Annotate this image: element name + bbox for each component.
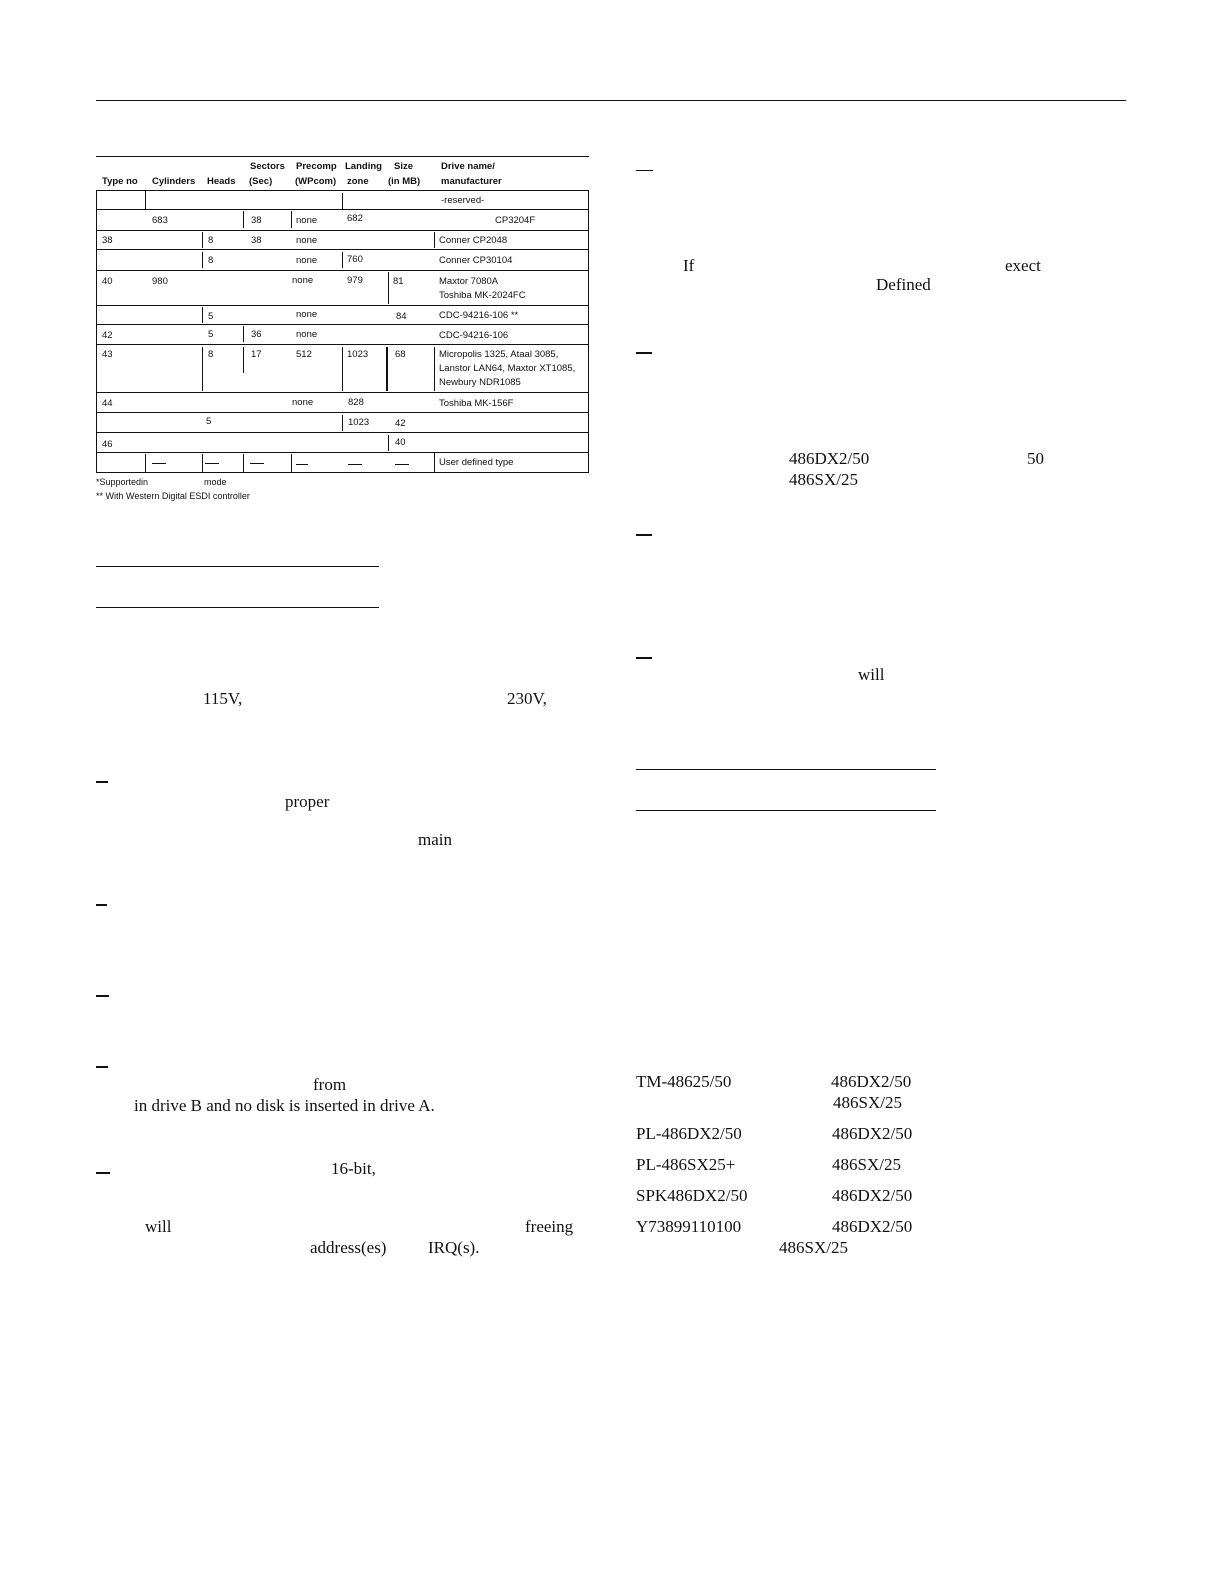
table-row-9-size: 42: [395, 418, 406, 429]
word-if: If: [683, 256, 695, 275]
table-row-8-landing: 828: [348, 397, 364, 408]
table-row-4-size: 81: [393, 276, 404, 287]
table-row-6-sec: 36: [251, 329, 262, 340]
table-footnote-2: ** With Western Digital ESDI controller: [96, 491, 250, 501]
left-section-rule-2: [96, 607, 379, 608]
page-top-rule: [96, 100, 1126, 101]
model-cpu: 486DX2/50: [832, 1217, 913, 1236]
left-section-rule-1: [96, 566, 379, 567]
left-bullet-2: [96, 904, 107, 906]
header-drive-name: Drive name/: [441, 161, 495, 172]
table-row-6-drive: CDC-94216-106: [439, 330, 509, 341]
right-section-rule-1: [636, 769, 936, 770]
table-row-8-type: 44: [102, 398, 113, 409]
right-bullet-2: [636, 352, 652, 354]
voltage-230v: 230V,: [507, 689, 547, 708]
table-row-7-sec: 17: [251, 349, 262, 360]
model-cpu: 486DX2/50: [832, 1186, 913, 1205]
word-16bit: 16-bit,: [331, 1159, 376, 1178]
word-irq: IRQ(s).: [428, 1238, 480, 1257]
table-row-11-drive: User defined type: [439, 457, 514, 468]
table-row-7-drive-1: Micropolis 1325, Ataal 3085,: [439, 349, 559, 360]
table-row-1-cyl: 683: [152, 215, 168, 226]
table-row-10-size: 40: [395, 437, 406, 448]
word-exect: exect: [1005, 256, 1041, 275]
table-row-9-heads: 5: [206, 416, 212, 427]
model-name: PL-486DX2/50: [636, 1124, 742, 1143]
word-from: from: [313, 1075, 347, 1094]
word-will-right: will: [858, 665, 885, 684]
word-address: address(es): [310, 1238, 387, 1257]
table-footnote-1: *Supportedin: [96, 477, 149, 487]
model-name: TM-48625/50: [636, 1072, 732, 1091]
table-row-7-drive-2: Lanstor LAN64, Maxtor XT1085,: [439, 363, 576, 374]
table-row-5-precomp: none: [296, 309, 318, 320]
table-row-4-drive-1: Maxtor 7080A: [439, 276, 499, 287]
word-freeing: freeing: [525, 1217, 574, 1236]
table-row-9-landing: 1023: [348, 417, 370, 428]
table-row-3-precomp: none: [296, 255, 318, 266]
table-row-6-type: 42: [102, 330, 113, 341]
header-landing: Landing: [345, 161, 382, 172]
drive-b-line: in drive B and no disk is inserted in drive A.: [134, 1096, 435, 1115]
word-defined: Defined: [876, 275, 931, 294]
left-bullet-3: [96, 995, 109, 997]
header-sectors-sub: (Sec): [249, 176, 273, 187]
cpu-486dx2-50: 486DX2/50: [789, 449, 870, 468]
right-bullet-1: [636, 170, 653, 171]
header-cylinders: Cylinders: [152, 176, 196, 187]
table-row-2-sec: 38: [251, 235, 262, 246]
table-row-1-precomp: none: [296, 215, 318, 226]
header-sectors: Sectors: [250, 161, 285, 172]
table-row-1-sec: 38: [251, 215, 262, 226]
table-row-4-landing: 979: [347, 275, 363, 286]
word-will-left: will: [145, 1217, 172, 1236]
right-bullet-3: [636, 534, 652, 536]
table-row-2-drive: Conner CP2048: [439, 235, 508, 246]
header-manufacturer: manufacturer: [441, 176, 502, 187]
table-row-3-heads: 8: [208, 255, 214, 266]
model-cpu: 486SX/25: [833, 1093, 902, 1112]
table-row-2-heads: 8: [208, 235, 214, 246]
right-section-rule-2: [636, 810, 936, 811]
table-row-0-drive: -reserved-: [441, 195, 485, 206]
model-name: SPK486DX2/50: [636, 1186, 748, 1205]
model-cpu: 486DX2/50: [831, 1072, 912, 1091]
number-50: 50: [1027, 449, 1044, 468]
table-row-4-drive-2: Toshiba MK-2024FC: [439, 290, 526, 301]
table-row-7-type: 43: [102, 349, 113, 360]
table-row-2-precomp: none: [296, 235, 318, 246]
left-bullet-1: [96, 781, 108, 783]
drive-type-table: [96, 156, 589, 474]
left-bullet-5: [96, 1172, 110, 1174]
table-row-7-precomp: 512: [296, 349, 312, 360]
header-landing-sub: zone: [347, 176, 369, 187]
table-row-5-heads: 5: [208, 311, 214, 322]
header-precomp: Precomp: [296, 161, 337, 172]
header-size-sub: (in MB): [388, 176, 421, 187]
header-size: Size: [394, 161, 414, 172]
table-row-4-cyl: 980: [152, 276, 168, 287]
table-row-7-heads: 8: [208, 349, 214, 360]
table-row-8-drive: Toshiba MK-156F: [439, 398, 514, 409]
table-row-7-landing: 1023: [347, 349, 369, 360]
table-row-1-landing: 682: [347, 213, 363, 224]
left-bullet-4: [96, 1066, 108, 1068]
table-row-2-type: 38: [102, 235, 113, 246]
table-footnote-1-mode: mode: [204, 477, 227, 487]
table-row-5-drive: CDC-94216-106 **: [439, 310, 519, 321]
header-heads: Heads: [207, 176, 236, 187]
table-row-5-size: 84: [396, 311, 407, 322]
cpu-486sx-25: 486SX/25: [789, 470, 858, 489]
word-main: main: [418, 830, 452, 849]
model-name: PL-486SX25+: [636, 1155, 736, 1174]
table-row-3-drive: Conner CP30104: [439, 255, 513, 266]
right-bullet-4: [636, 657, 652, 659]
word-proper: proper: [285, 792, 330, 811]
table-row-4-precomp: none: [292, 275, 314, 286]
model-cpu: 486SX/25: [779, 1238, 848, 1257]
header-type-no: Type no: [102, 176, 138, 187]
table-row-8-precomp: none: [292, 397, 314, 408]
table-row-6-heads: 5: [208, 329, 214, 340]
header-precomp-sub: (WPcom): [295, 176, 337, 187]
table-row-7-size: 68: [395, 349, 406, 360]
model-cpu: 486SX/25: [832, 1155, 901, 1174]
table-row-3-landing: 760: [347, 254, 363, 265]
model-name: Y73899110100: [636, 1217, 742, 1236]
table-row-1-drive: CP3204F: [495, 215, 536, 226]
model-cpu: 486DX2/50: [832, 1124, 913, 1143]
table-row-7-drive-3: Newbury NDR1085: [439, 377, 521, 388]
voltage-115v: 115V,: [203, 689, 243, 708]
table-row-6-precomp: none: [296, 329, 318, 340]
table-row-4-type: 40: [102, 276, 113, 287]
table-row-10-type: 46: [102, 439, 113, 450]
